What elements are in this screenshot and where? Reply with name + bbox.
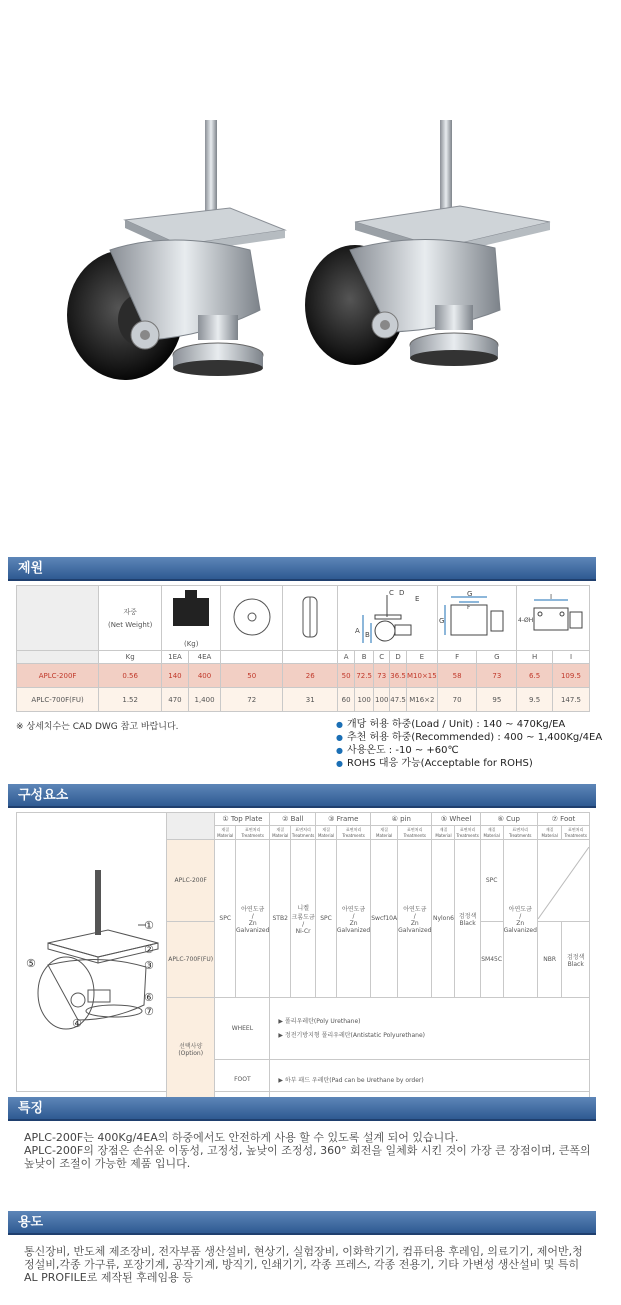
usage-text: 통신장비, 반도체 제조장비, 전자부품 생산설비, 현상기, 실험장비, 이화학기기, 컴퓨터용 후레임, 의료기기, 제어반,청정설비,각종 가구류, 포장기계, 공작기계, 방직기, 인쇄기기, 각종 프레스, 각종 전용기, 기타 가변성 생산설비 및 특히 AL PROFILE로 제작된 후레임용 등 <box>24 1245 583 1284</box>
load-diagram-cell: (Kg) <box>162 586 221 651</box>
parts-header-row <box>167 813 590 826</box>
svg-text:A: A <box>354 627 360 635</box>
bullet-item: ● 사용온도 : -10 ~ +60℃ <box>336 744 602 757</box>
section-title-components: 구성요소 <box>8 784 596 808</box>
caster-side-diagram-cell <box>338 586 437 651</box>
callout-5: ⑤ <box>26 957 36 970</box>
value-cell: M16×2 <box>407 688 438 712</box>
unit-cell: E <box>407 651 438 664</box>
wheel-side-icon-cell <box>283 586 338 651</box>
wheel-front-icon <box>232 597 272 637</box>
section-title-usage: 용도 <box>8 1211 596 1235</box>
callout-3: ③ <box>144 959 154 972</box>
svg-text:D: D <box>398 589 404 597</box>
value-cell: 0.56 <box>99 664 162 688</box>
caster-right-image <box>305 120 550 366</box>
callout-2: ② <box>144 943 154 956</box>
components-row-200f: APLC-200F SPC 아연도금 / Zn Galvanized STB2 니켈 크롬도금 / Ni-Cr SPC 아연도금 / Zn Galvanized Swcf10A 아연도금 / Zn Galvanized Nylon6 검정색 Black SPC 아연도금 / Zn Galvanized <box>167 840 590 922</box>
value-cell: 100 <box>374 688 390 712</box>
unit-cell: G <box>477 651 517 664</box>
part-header: ④ pin <box>371 813 432 826</box>
material-treat-subheader: 재질 Material 표면처리 Treatments 재질 Material 표면처리 Treatments 재질 Material 표면처리 Treatments 재질 Material 표면처리 Treatments 재질 Material 표면처리 Treatments 재질 Material 표면처리 Treatments 재질 Material 표면처리 Treatments <box>167 826 590 840</box>
cad-note: ※ 상세치수는 CAD DWG 참고 바랍니다. <box>16 722 179 732</box>
bullet-item: ● ROHS 대응 가능(Acceptable for ROHS) <box>336 757 602 770</box>
spec-table <box>16 585 590 712</box>
callout-1: ① <box>144 919 154 932</box>
svg-text:C: C <box>388 589 394 597</box>
weight-load-icon <box>169 588 213 638</box>
svg-text:G: G <box>438 617 445 625</box>
value-cell: 140 <box>162 664 189 688</box>
value-cell: 31 <box>283 688 338 712</box>
option-foot-row <box>167 1060 590 1100</box>
bullet-item: ● 개당 허용 하중(Load / Unit) : 140 ~ 470Kg/EA <box>336 718 602 731</box>
model-cell: APLC-200F <box>167 840 215 922</box>
svg-text:F: F <box>466 604 471 611</box>
model-cell: APLC-700F(FU) <box>167 922 215 998</box>
caster-exploded-diagram <box>18 815 166 1085</box>
unit-cell: B <box>354 651 373 664</box>
value-cell: 6.5 <box>517 664 553 688</box>
part-header: ③ Frame <box>316 813 371 826</box>
value-cell: 26 <box>283 664 338 688</box>
part-header: ⑥ Cup <box>480 813 537 826</box>
unit-cell: F <box>437 651 477 664</box>
value-cell: 50 <box>221 664 283 688</box>
unit-cell: A <box>338 651 355 664</box>
wheel-options: ▶ 폴리우레탄(Poly Urethane) ▶ 정전기방지형 폴리우레탄(Antistatic Polyurethane) <box>270 998 590 1060</box>
value-cell: 73 <box>477 664 517 688</box>
unit-cell: C <box>374 651 390 664</box>
unit-cell: Kg <box>99 651 162 664</box>
part-header: ⑦ Foot <box>537 813 589 826</box>
value-cell: 9.5 <box>517 688 553 712</box>
unit-cell <box>221 651 283 664</box>
callout-7: ⑦ <box>144 1005 154 1018</box>
value-cell: M10×15 <box>407 664 438 688</box>
svg-text:4-ØH: 4-ØH <box>518 617 534 624</box>
unit-cell: 1EA <box>162 651 189 664</box>
model-cell: APLC-700F(FU) <box>17 688 99 712</box>
callout-6: ⑥ <box>144 991 154 1004</box>
value-cell: 400 <box>188 664 221 688</box>
value-cell: 50 <box>338 664 355 688</box>
value-cell: 470 <box>162 688 189 712</box>
unit-cell <box>283 651 338 664</box>
value-cell: 1.52 <box>99 688 162 712</box>
foot-diagonal-cell <box>537 840 589 922</box>
option-wheel-row <box>167 998 590 1060</box>
option-wheel-label: WHEEL <box>215 998 270 1060</box>
components-row-700f: APLC-700F(FU) SM45C NBR 검정색 Black <box>167 922 590 998</box>
features-text: APLC-200F는 400Kg/4EA의 하중에서도 안전하게 사용 할 수 있도록 설계 되어 있습니다. APLC-200F의 장점은 손쉬운 이동성, 고정성, 높낮이 조정성, 360° 회전을 일체화 시킨 것이 가장 큰 장점이며, 큰폭의 높낮이 조절이 가능한 제품 입니다. <box>24 1131 591 1170</box>
value-cell: 60 <box>338 688 355 712</box>
bullet-item: ● 추천 허용 하중(Recommended) : 400 ~ 1,400Kg/4EA <box>336 731 602 744</box>
part-header: ⑤ Wheel <box>432 813 480 826</box>
value-cell: 72 <box>221 688 283 712</box>
svg-text:G: G <box>466 590 473 598</box>
callout-4: ④ <box>72 1017 82 1030</box>
value-cell: 70 <box>437 688 477 712</box>
value-cell: 36.5 <box>390 664 407 688</box>
value-cell: 73 <box>374 664 390 688</box>
part-header: ② Ball <box>270 813 316 826</box>
section-title-features: 특징 <box>8 1097 596 1121</box>
value-cell: 47.5 <box>390 688 407 712</box>
svg-text:I: I <box>550 593 553 601</box>
model-cell: APLC-200F <box>17 664 99 688</box>
value-cell: 109.5 <box>553 664 590 688</box>
mount-hole-dimension-icon <box>518 592 588 642</box>
spec-bullet-list <box>336 718 602 770</box>
unit-cell: 4EA <box>188 651 221 664</box>
spec-row-aplc-200f <box>17 664 590 688</box>
wheel-front-icon-cell <box>221 586 283 651</box>
section-title-spec: 제원 <box>8 557 596 581</box>
option-foot-label: FOOT <box>215 1060 270 1100</box>
value-cell: 95 <box>477 688 517 712</box>
top-plate-diagram-cell <box>437 586 516 651</box>
svg-text:B: B <box>364 631 370 639</box>
value-cell: 58 <box>437 664 477 688</box>
spec-model-header <box>17 586 99 651</box>
unit-cell: H <box>517 651 553 664</box>
spec-row-aplc-700f <box>17 688 590 712</box>
value-cell: 100 <box>354 688 373 712</box>
caster-side-dimension-icon <box>345 587 431 647</box>
components-table <box>166 812 590 1100</box>
hole-diagram-cell <box>517 586 590 651</box>
product-photo <box>50 110 570 400</box>
caster-left-image <box>67 120 285 380</box>
unit-cell: D <box>390 651 407 664</box>
value-cell: 1,400 <box>188 688 221 712</box>
svg-text:E: E <box>414 595 419 603</box>
value-cell: 147.5 <box>553 688 590 712</box>
unit-cell: I <box>553 651 590 664</box>
value-cell: 72.5 <box>354 664 373 688</box>
net-weight-header: 자중 (Net Weight) <box>99 586 162 651</box>
option-label: 선택사양 (Option) <box>167 998 215 1100</box>
wheel-side-icon <box>295 595 325 639</box>
foot-option: ▶ 하부 패드 우레탄(Pad can be Urethane by order) <box>270 1060 590 1100</box>
top-plate-dimension-icon <box>439 589 515 645</box>
part-header: ① Top Plate <box>215 813 270 826</box>
spec-units-row <box>17 651 590 664</box>
